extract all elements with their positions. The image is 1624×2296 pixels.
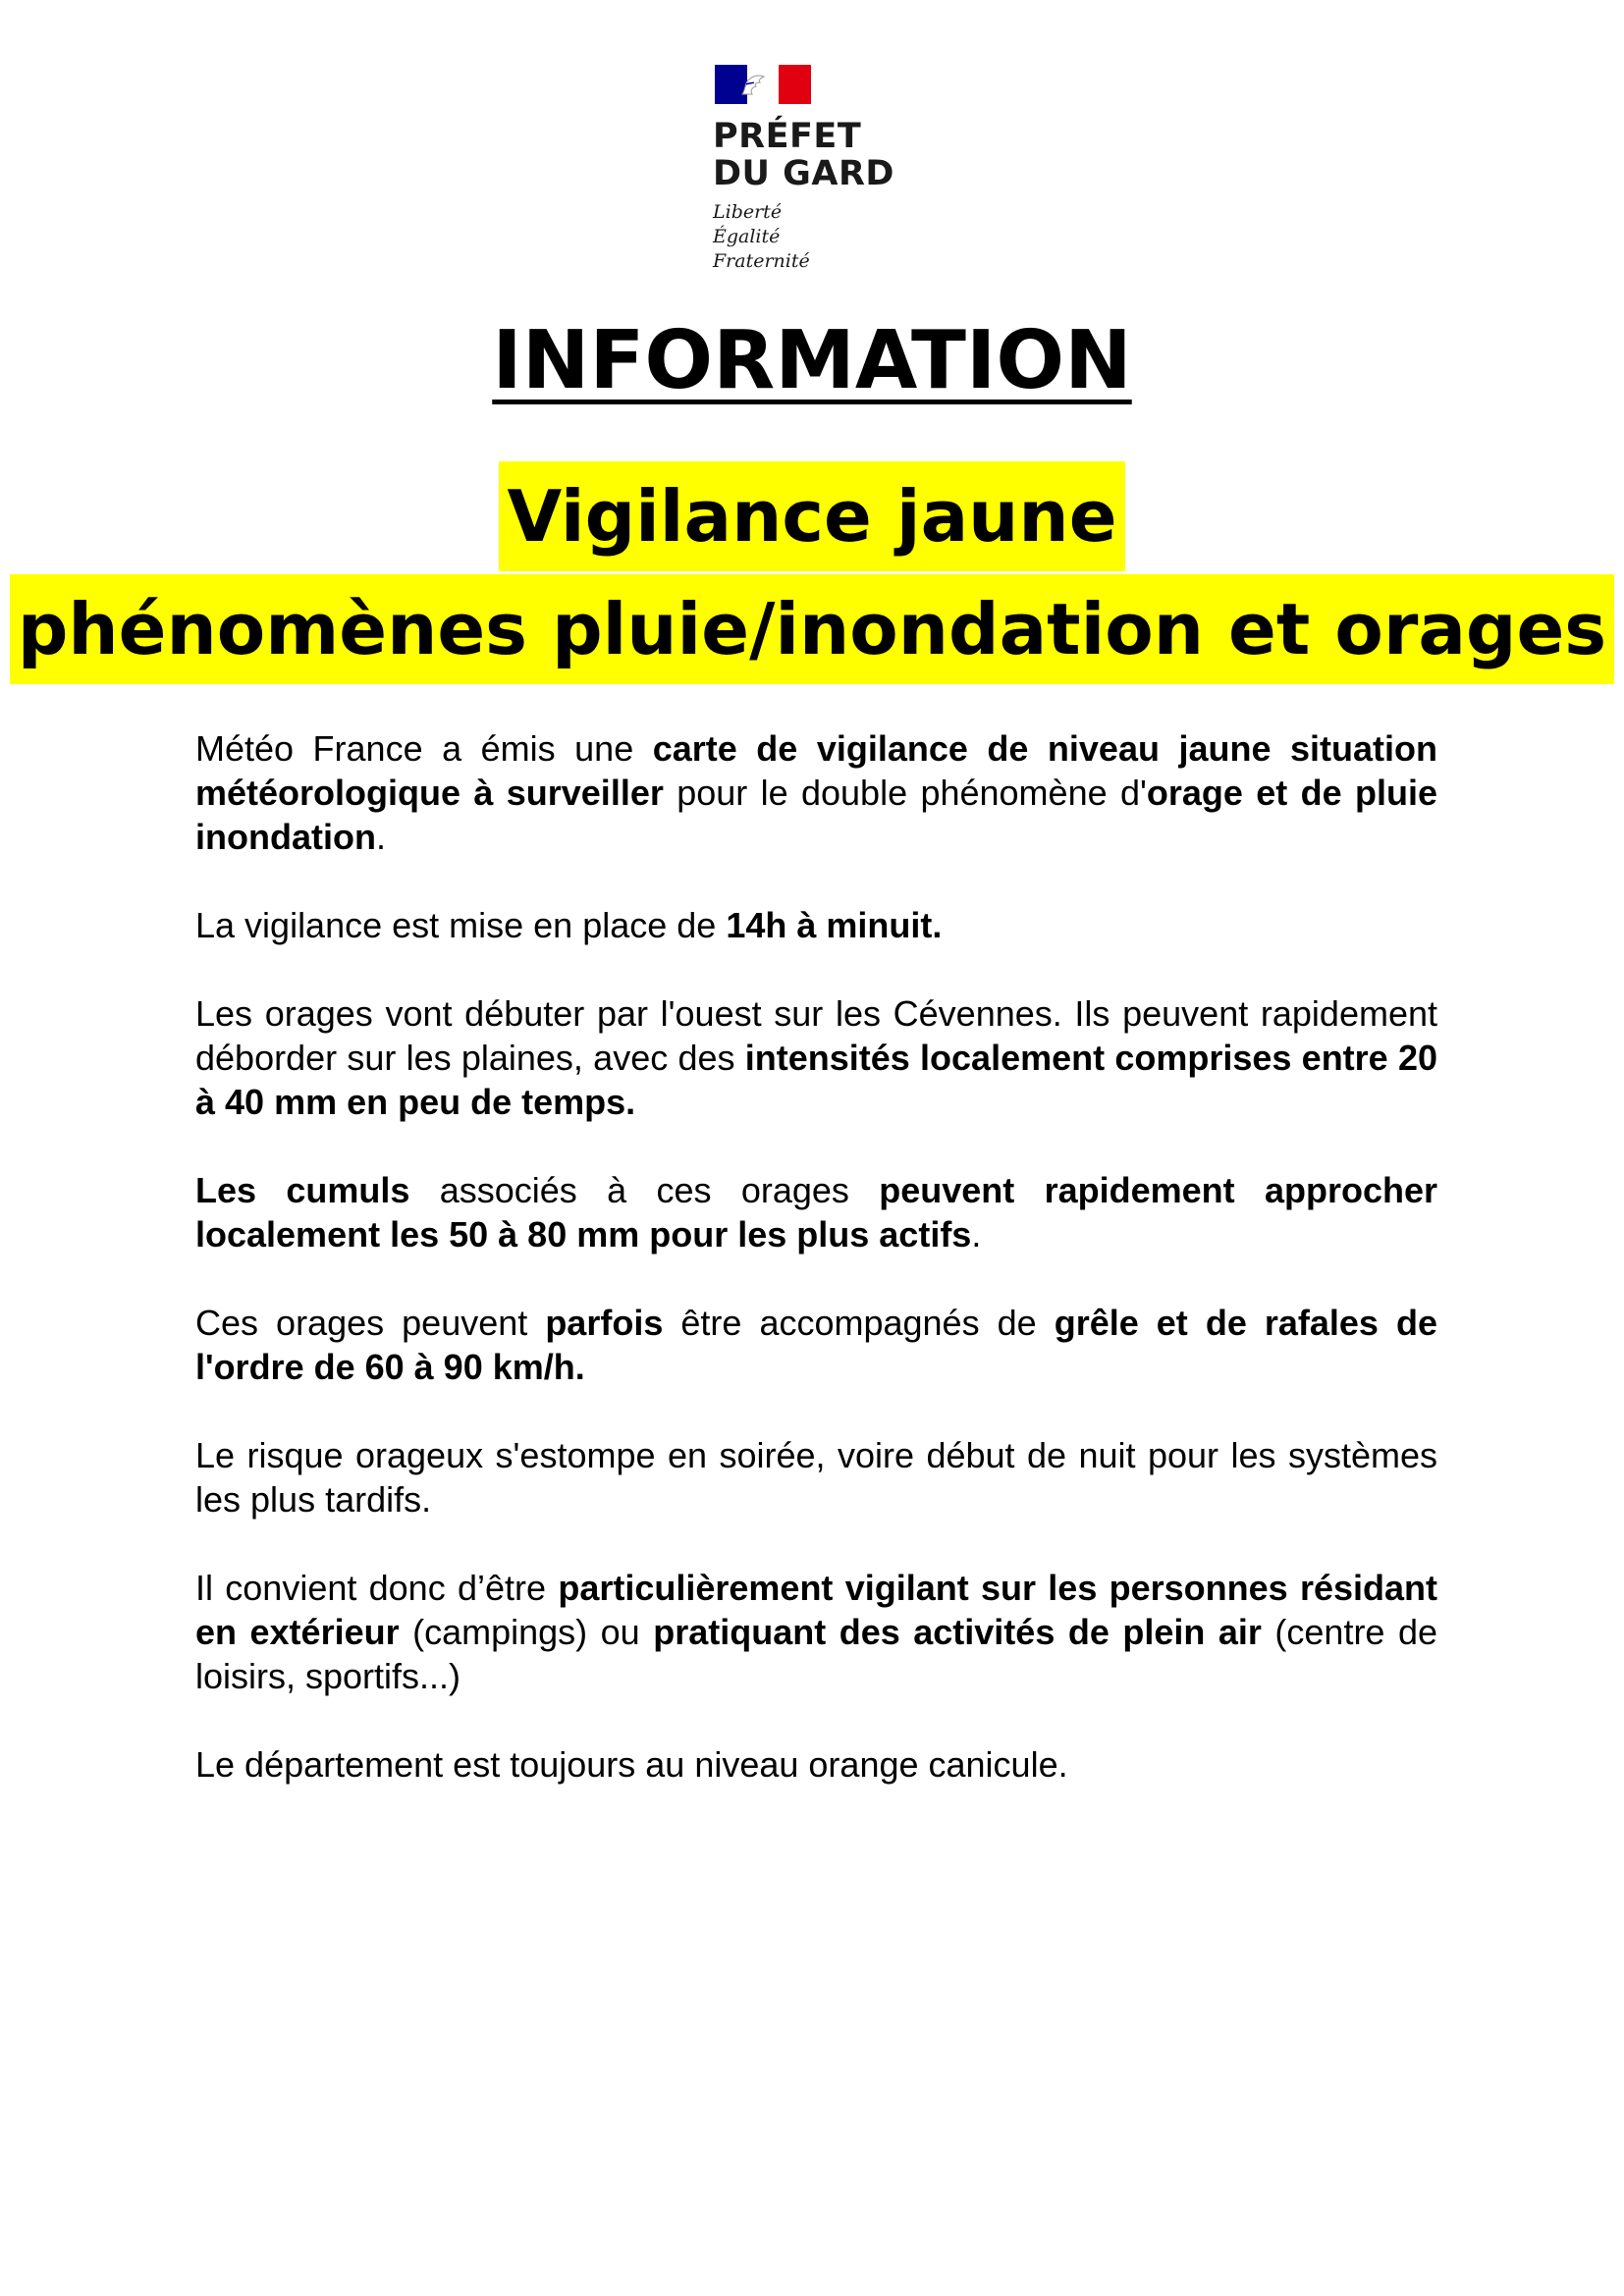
- text-segment: Le risque orageux s'estompe en soirée, voire début de nuit pour les systèmes les plus tardifs.: [195, 1435, 1437, 1520]
- subtitle-line-2: [0, 574, 1624, 684]
- text-segment: pour le double phénomène d': [663, 773, 1147, 813]
- motto-egalite: Égalité: [713, 226, 781, 247]
- marianne-flag-icon: [715, 65, 811, 104]
- bold-segment: carte de vigilance de niveau jaune situation météorologique à surveiller: [195, 728, 1437, 813]
- text-segment: Le département est toujours au niveau orange canicule.: [195, 1744, 1068, 1785]
- text-segment: La vigilance est mise en place de: [195, 905, 727, 945]
- paragraph-storm-start: [195, 991, 1437, 1124]
- paragraph-advice: [195, 1566, 1437, 1698]
- page-title-text: INFORMATION: [492, 314, 1132, 407]
- text-segment: (campings) ou: [399, 1612, 654, 1652]
- prefecture-logo: [713, 65, 909, 274]
- text-segment: Ces orages peuvent: [195, 1303, 546, 1343]
- bold-segment: intensités localement comprises entre 20 à 40 mm en peu de temps.: [195, 1038, 1437, 1122]
- text-segment: Il convient donc d’être: [195, 1568, 559, 1608]
- paragraph-cumulative-rain: [195, 1168, 1437, 1256]
- subtitle-line-2-text: phénomènes pluie/inondation et orages: [10, 574, 1614, 684]
- logo-title: [713, 118, 909, 192]
- text-segment: associés à ces orages: [409, 1170, 880, 1210]
- marianne-profile-icon: [734, 71, 774, 98]
- bold-segment: peuvent rapidement approcher localement les 50 à 80 mm pour les plus actifs: [195, 1170, 1437, 1255]
- logo-title-line-1: PRÉFET: [713, 117, 862, 156]
- paragraph-issuance: [195, 726, 1437, 859]
- bold-segment: Les cumuls: [195, 1170, 410, 1210]
- bold-segment: 14h à minuit.: [726, 905, 943, 945]
- motto-liberte: Liberté: [713, 201, 783, 223]
- bold-segment: particulièrement vigilant sur les personnes résidant en extérieur: [195, 1568, 1437, 1652]
- republic-motto: [713, 200, 909, 274]
- paragraph-evening-fade: [195, 1433, 1437, 1522]
- paragraph-hail-wind: [195, 1301, 1437, 1389]
- bold-segment: orage et de pluie inondation: [195, 773, 1437, 857]
- paragraph-heatwave: [195, 1742, 1437, 1787]
- text-segment: (centre de loisirs, sportifs...): [195, 1612, 1437, 1696]
- paragraph-timing: [195, 903, 1437, 947]
- page-title: [0, 312, 1624, 410]
- motto-fraternite: Fraternité: [713, 250, 810, 272]
- text-segment: .: [375, 817, 386, 857]
- text-segment: .: [971, 1214, 982, 1255]
- bold-segment: grêle et de rafales de l'ordre de 60 à 90 km/h.: [195, 1303, 1437, 1387]
- bold-segment: parfois: [545, 1303, 664, 1343]
- text-segment: Météo France a émis une: [195, 728, 653, 769]
- text-segment: Les orages vont débuter par l'ouest sur les Cévennes. Ils peuvent rapidement déborder sur les plaines, avec des: [195, 993, 1437, 1078]
- logo-title-line-2: DU GARD: [713, 154, 894, 193]
- bold-segment: pratiquant des activités de plein air: [653, 1612, 1262, 1652]
- subtitle-line-1: [0, 461, 1624, 571]
- text-segment: être accompagnés de: [663, 1303, 1055, 1343]
- bulletin-body: [195, 726, 1437, 1831]
- subtitle-line-1-text: Vigilance jaune: [499, 461, 1124, 571]
